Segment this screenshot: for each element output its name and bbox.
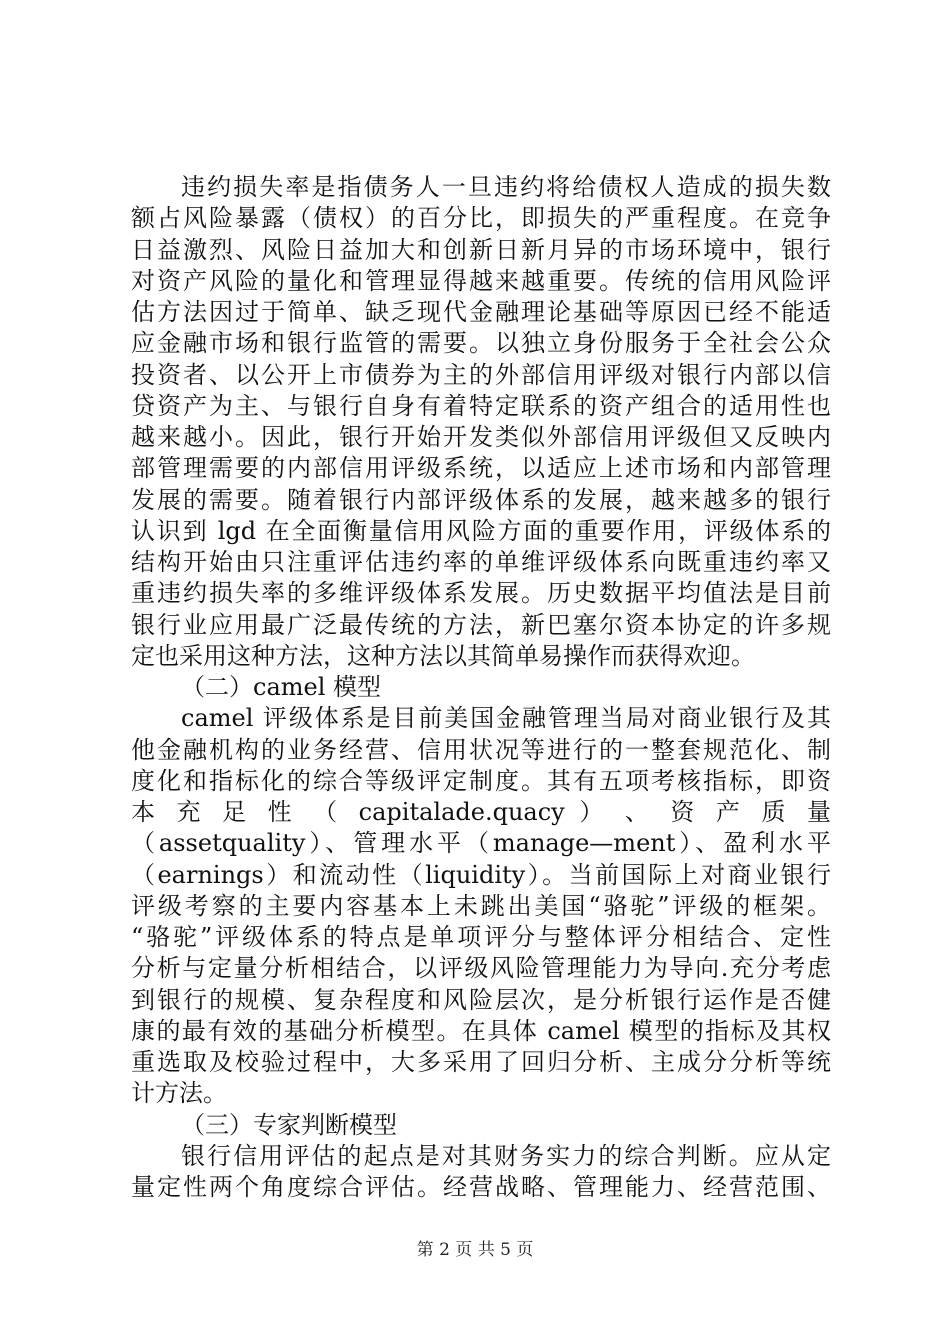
paragraph-1-line-4: 对资产风险的量化和管理显得越来越重要。传统的信用风险评 — [131, 267, 831, 295]
paragraph-1-line-5: 估方法因过于简单、缺乏现代金融理论基础等原因已经不能适 — [131, 298, 831, 326]
paragraph-3-line-2: 量定性两个角度综合评估。经营战略、管理能力、经营范围、 — [131, 1173, 831, 1201]
paragraph-2-line-7: 评级考察的主要内容基本上未跳出美国“骆驼”评级的框架。 — [131, 892, 831, 920]
paragraph-2-line-4: 本 充 足 性 （ capitalade.quacy ） 、 资 产 质 量 — [131, 798, 831, 826]
paragraph-1-line-13: 结构开始由只注重评估违约率的单维评级体系向既重违约率又 — [131, 548, 831, 576]
paragraph-1-line-3: 日益激烈、风险日益加大和创新日新月异的市场环境中，银行 — [131, 236, 831, 264]
paragraph-2-line-1: camel 评级体系是目前美国金融管理当局对商业银行及其 — [181, 704, 831, 732]
section-heading-camel: （二）camel 模型 — [181, 673, 382, 701]
paragraph-2-line-5: （assetquality）、管理水平（manage—ment）、盈利水平 — [131, 829, 831, 857]
paragraph-1-line-6: 应金融市场和银行监管的需要。以独立身份服务于全社会公众 — [131, 329, 831, 357]
paragraph-1-line-14: 重违约损失率的多维评级体系发展。历史数据平均值法是目前 — [131, 579, 831, 607]
paragraph-1-line-7: 投资者、以公开上市债券为主的外部信用评级对银行内部以信 — [131, 361, 831, 389]
section-heading-expert-judgment: （三）专家判断模型 — [181, 1111, 397, 1139]
paragraph-1-line-11: 发展的需要。随着银行内部评级体系的发展，越来越多的银行 — [131, 486, 831, 514]
paragraph-2-line-8: “骆驼”评级体系的特点是单项评分与整体评分相结合、定性 — [131, 923, 831, 951]
paragraph-1-line-8: 贷资产为主、与银行自身有着特定联系的资产组合的适用性也 — [131, 392, 831, 420]
paragraph-1-line-16: 定也采用这种方法，这种方法以其简单易操作而获得欢迎。 — [131, 642, 755, 670]
paragraph-2-line-12: 重选取及校验过程中，大多采用了回归分析、主成分分析等统 — [131, 1048, 831, 1076]
paragraph-1-line-9: 越来越小。因此，银行开始开发类似外部信用评级但又反映内 — [131, 423, 831, 451]
paragraph-2-line-6: （earnings）和流动性（liquidity）。当前国际上对商业银行 — [131, 861, 831, 889]
paragraph-1-line-2: 额占风险暴露（债权）的百分比，即损失的严重程度。在竞争 — [131, 204, 831, 232]
paragraph-2-line-3: 度化和指标化的综合等级评定制度。其有五项考核指标，即资 — [131, 767, 831, 795]
paragraph-2-line-13: 计方法。 — [131, 1079, 227, 1107]
paragraph-2-line-11: 康的最有效的基础分析模型。在具体 camel 模型的指标及其权 — [131, 1017, 831, 1045]
paragraph-2-line-9: 分析与定量分析相结合，以评级风险管理能力为导向.充分考虑 — [131, 954, 831, 982]
paragraph-1-line-15: 银行业应用最广泛最传统的方法，新巴塞尔资本协定的许多规 — [131, 611, 831, 639]
page-footer: 第 2 页 共 5 页 — [416, 1240, 534, 1260]
paragraph-1-line-1: 违约损失率是指债务人一旦违约将给债权人造成的损失数 — [181, 173, 831, 201]
paragraph-1-line-12: 认识到 lgd 在全面衡量信用风险方面的重要作用，评级体系的 — [131, 517, 831, 545]
paragraph-2-line-2: 他金融机构的业务经营、信用状况等进行的一整套规范化、制 — [131, 736, 831, 764]
paragraph-1-line-10: 部管理需要的内部信用评级系统，以适应上述市场和内部管理 — [131, 454, 831, 482]
paragraph-2-line-10: 到银行的规模、复杂程度和风险层次，是分析银行运作是否健 — [131, 986, 831, 1014]
paragraph-3-line-1: 银行信用评估的起点是对其财务实力的综合判断。应从定 — [181, 1142, 831, 1170]
